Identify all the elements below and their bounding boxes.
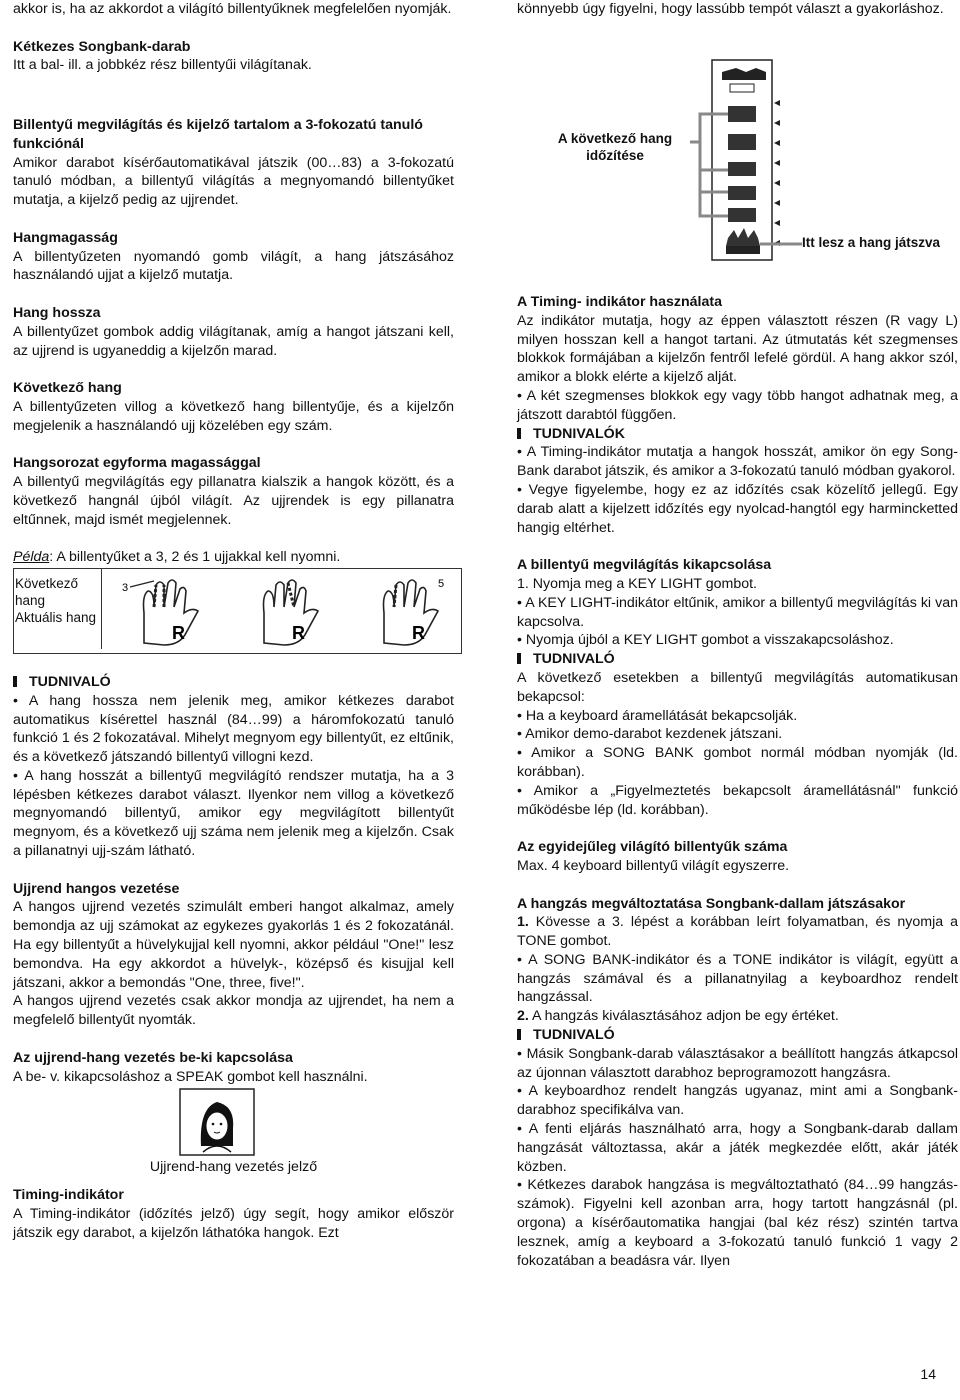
bullet: • Amikor a SONG BANK gombot normál módban nyomják (ld. korábban). — [517, 745, 958, 780]
hand-icon — [234, 573, 344, 651]
speaking-face-icon — [179, 1088, 255, 1156]
step: 1. Nyomja meg a KEY LIGHT gombot. — [517, 575, 757, 592]
hand-letter: R — [412, 623, 425, 644]
paragraph: A billentyűzet gombok addig világítanak, amíg a hangot játszani kell, az ujjrend is ugyaneddig a kijelzőn marad. — [13, 323, 454, 359]
paragraph: A következő esetekben a billentyű megvilágítás automatikusan bekapcsol: — [517, 669, 958, 705]
heading-key-lighting: Billentyű megvilágítás és kijelző tartalom a 3-fokozatú tanuló funkciónál — [13, 116, 423, 152]
step-text: Kövesse a 3. lépést a korábban leírt folyamatban, és nyomja a TONE gombot. — [517, 914, 958, 950]
bullet: • A két szegmenses blokkok egy vagy több hangot adhatnak meg, a játszott darabtól függően. — [517, 387, 958, 423]
right-column — [517, 0, 958, 19]
heading-change-tone: A hangzás megváltoztatása Songbank-dallam játszásakor — [517, 895, 906, 912]
paragraph: Amikor darabot kísérőautomatikával játszik (00…83) a 3-fokozatú tanuló módban, a billentyű világítás a megnyomandó billentyűket mutatja, a kijelző pedig az ujjrendet. — [13, 154, 454, 209]
paragraph: A hangos ujjrend vezetés szimulált emberi hangot alkalmaz, amely bemondja az ujj számokat az egykezes gyakorlás 1 és 2 fokozatánál. Ha egy billentyűt a hüvelykujjal kell nyomni, akkor például "One!" lesz bemondva. Ha egy akkordot a hüvelyk-, középső és kisujjal kell játszani, akkor a bemondás "One, three, five!". — [13, 899, 454, 991]
hand-letter: R — [172, 623, 185, 644]
speak-figure — [13, 1086, 454, 1158]
right-column-body — [517, 293, 958, 1270]
heading-pitch: Hangmagasság — [13, 229, 118, 246]
finger-number: 5 — [438, 578, 445, 591]
step-text: A hangzás kiválasztásához adjon be egy értéket. — [528, 1008, 839, 1025]
bullet: • A KEY LIGHT-indikátor eltűnik, amikor a billentyű megvilágítás ki van kapcsolva. — [517, 594, 958, 630]
label-line: időzítése — [586, 148, 644, 163]
note-heading: TUDNIVALÓK — [517, 425, 958, 444]
paragraph: A billentyű megvilágítás egy pillanatra kialszik a hangok között, és a következő hangnál újból világít. Az ujjrendek is egy pillanatra eltűnnek, majd ismét megjelennek. — [13, 474, 454, 528]
paragraph: Max. 4 keyboard billentyű világít egyszerre. — [517, 857, 790, 874]
heading-note-length: Hang hossza — [13, 304, 101, 321]
example-text: : A billentyűket a 3, 2 és 1 ujjakkal kell nyomni. — [49, 549, 341, 566]
example-figure-box — [13, 568, 462, 654]
paragraph: A be- v. kikapcsoláshoz a SPEAK gombot kell használni. — [13, 1068, 368, 1085]
heading-timing-usage: A Timing- indikátor használata — [517, 294, 722, 310]
heading-key-light-off: A billentyű megvilágítás kikapcsolása — [517, 557, 772, 574]
intro-line: akkor is, ha az akkordot a világító billentyűknek megfelelően nyomják. — [13, 1, 452, 17]
example-line — [13, 548, 454, 567]
paragraph: A hangos ujjrend vezetés csak akkor mondja az ujjrendet, ha nem a megfelelő billentyűt nyomták. — [13, 993, 454, 1029]
timing-figure — [540, 58, 960, 290]
step — [517, 913, 958, 951]
intro-line: könnyebb úgy figyelni, hogy lassúbb tempót választ a gyakorláshoz. — [517, 1, 944, 17]
timing-indicator-diagram — [540, 58, 960, 290]
note-bullet: • Vegye figyelembe, hogy ez az időzítés csak közelítő jellegű. Egy darab alatt a kijelzett időzítés egy nyolcad-hangtól egy harmincketted hangig eltérhet. — [517, 481, 958, 536]
note-heading: TUDNIVALÓ — [517, 1026, 958, 1045]
finger-number: 3 — [122, 582, 129, 595]
hand-letter: R — [292, 623, 305, 644]
heading-timing-indicator: Timing-indikátor — [13, 1187, 124, 1204]
step — [517, 1007, 958, 1026]
note-heading: TUDNIVALÓ — [517, 650, 958, 669]
note-heading: TUDNIVALÓ — [13, 673, 454, 692]
step-number: 2. — [517, 1008, 529, 1025]
bullet: • A SONG BANK-indikátor és a TONE indikátor is világít, együtt a hangzás számával és a pillanatnyilag a keyboardhoz rendelt hangzással. — [517, 951, 958, 1006]
hand-icon — [114, 573, 224, 651]
bullet: • Nyomja újból a KEY LIGHT gombot a visszakapcsoláshoz. — [517, 632, 894, 649]
note-bullet: • A keyboardhoz rendelt hangzás ugyanaz, mint ami a Songbank-darabhoz specifikálva van. — [517, 1083, 958, 1119]
heading-voice-guide: Ujjrend hangos vezetése — [13, 880, 180, 897]
figure-label-played-here: Itt lesz a hang játszva — [802, 235, 941, 250]
heading-two-hand-songbank: Kétkezes Songbank-darab — [13, 38, 191, 55]
paragraph: A billentyűzeten nyomandó gomb világít, a hang játszásához használandó ujjat a kijelző mutatja. — [13, 248, 454, 284]
heading-simultaneous-keys: Az egyidejűleg világító billentyűk száma — [517, 839, 788, 856]
bullet: • Amikor demo-darabot kezdenek játszani. — [517, 726, 783, 743]
page-number: 14 — [920, 1366, 936, 1382]
label-next: Következő — [15, 576, 79, 592]
note-bullet: • A hang hossza nem jelenik meg, amikor kétkezes darabot automatikus kísérettel használ (84…99) a háromfokozatú tanuló funkció 1 és 2 fokozatával. Mihelyt megnyom egy billentyűt, ez eltűnik, és a következő játszandó billentyű villogni kezd. — [13, 692, 454, 766]
note-bullet: • A Timing-indikátor mutatja a hangok hosszát, amikor ön egy Song-Bank darabot játszik, és amikor a 3-fokozatú tanuló módban gyakorol. — [517, 444, 958, 480]
heading-same-pitch: Hangsorozat egyforma magassággal — [13, 455, 261, 472]
example-labels — [14, 569, 102, 649]
bullet: • Amikor a „Figyelmeztetés bekapcsolt áramellátásnál" funkció működésbe lép (ld. korábban). — [517, 782, 958, 818]
paragraph: Itt a bal- ill. a jobbkéz rész billentyűi világítanak. — [13, 57, 312, 74]
label-current: Aktuális hang — [15, 610, 97, 626]
label-line: A következő hang — [557, 131, 673, 146]
heading-voice-toggle: Az ujjrend-hang vezetés be-ki kapcsolása — [13, 1049, 293, 1066]
figure-caption: Ujjrend-hang vezetés jelző — [149, 1159, 318, 1176]
example-word: Példa — [13, 549, 50, 566]
note-bullet: • Másik Songbank-darab választásakor a beállított hangzás átkapcsol az újonnan választott darabhoz beprogramozott hangzásra. — [517, 1045, 958, 1081]
step-number: 1. — [517, 914, 529, 931]
paragraph: A Timing-indikátor (időzítés jelző) úgy segít, hogy amikor először játszik egy darabot, a kijelzőn láthatóka hangok. Ezt — [13, 1206, 454, 1241]
paragraph: Az indikátor mutatja, hogy az éppen választott részen (R vagy L) milyen hosszan kell a hangot tartani. Az útmutatás két szegmenses blokkok formájában a kijelzőn fentről lefelé gördül. A hang akkor szól, amikor a blokk elérte a kijelző alját. — [517, 312, 958, 386]
note-bullet: • A fenti eljárás használható arra, hogy a Songbank-darab dallam hangzását változtassa, akár a játék megkezdée előtt, akár játék közben. — [517, 1121, 958, 1175]
heading-next-note: Következő hang — [13, 380, 122, 397]
label-hang: hang — [15, 593, 46, 609]
hand-icon — [354, 573, 464, 651]
paragraph: A billentyűzeten villog a következő hang billentyűje, és a kijelzőn megjelenik a használandó ujj közelében egy szám. — [13, 398, 454, 434]
note-bullet: • Kétkezes darabok hangzása is megváltoztatható (84…99 hangzás-számok). Figyelni kell azonban arra, hogy tartott hangzásnál (pl. orgona) a kísérőautomatika hangjai (bal kéz rész) szintén tartva lesznek, amíg a keyboard a 3-fokozatú tanuló funkció 1 vagy 2 fokozatában a beadásra vár. Ilyen — [517, 1177, 958, 1269]
bullet: • Ha a keyboard áramellátását bekapcsolják. — [517, 707, 798, 724]
left-column — [13, 0, 454, 1243]
note-bullet: • A hang hosszát a billentyű megvilágító rendszer mutatja, ha a 3 lépésben kétkezes darabot választ. Ilyenkor nem villog a következő megnyomandó billentyű, amikor egy megvilágított billentyűt megnyom, és a következő ujj száma nem jelenik meg a kijelzőn. Csak a pillanatnyi ujj-szám látható. — [13, 767, 454, 860]
